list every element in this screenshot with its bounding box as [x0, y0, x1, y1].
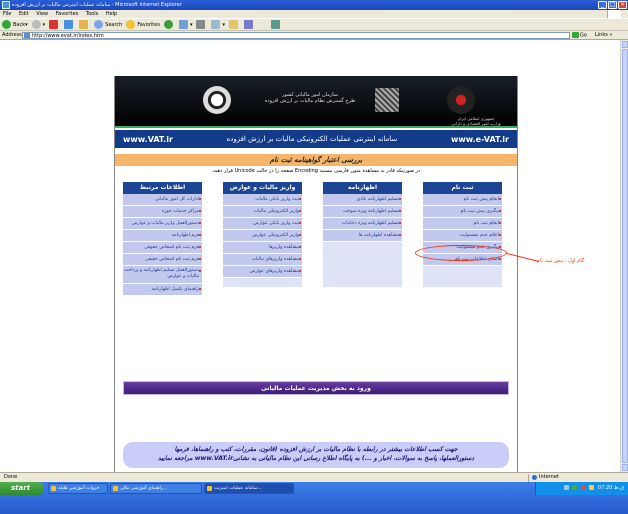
payment-column — [223, 182, 302, 287]
messenger-icon — [244, 20, 253, 29]
link-view-duty-payments[interactable]: مشاهده واریزهای عوارض — [223, 266, 302, 278]
close-button[interactable]: × — [619, 1, 626, 8]
home-button[interactable] — [79, 20, 90, 29]
web-page — [114, 76, 518, 512]
link-normal-declaration[interactable]: تسلیم اظهارنامه عادی — [323, 194, 402, 206]
declaration-heading: اظهارنامه — [323, 182, 402, 194]
link-view-declarations[interactable]: مشاهده اظهارنامه ها — [323, 230, 402, 242]
info-box — [123, 442, 509, 468]
menu-file[interactable]: File — [3, 11, 12, 17]
address-input[interactable] — [22, 32, 570, 39]
task-item-2[interactable]: راهنمای آموزشی مالی... — [110, 483, 202, 494]
link-electronic-duty-payment[interactable]: واریز الکترونیکی عوارض — [223, 230, 302, 242]
mail-icon — [179, 20, 188, 29]
refresh-icon — [64, 20, 73, 29]
favorites-label: Favorites — [137, 21, 160, 28]
taskbar — [0, 482, 628, 514]
vertical-scrollbar[interactable] — [620, 40, 628, 472]
link-view-payments[interactable]: مشاهده واریزها — [223, 242, 302, 254]
link-natural-registration-form[interactable]: فرم ثبت نام اشخاص حقیقی — [123, 254, 202, 266]
edit-button[interactable]: ▾ — [211, 20, 225, 29]
header-right-line2: وزارت امور اقتصادی و دارایی — [451, 121, 501, 126]
registration-column — [423, 182, 502, 287]
toolbar — [0, 18, 628, 31]
status-text: Done — [4, 474, 18, 480]
link-track-non-inclusion[interactable]: پیگیری عدم مشمولیت — [423, 242, 502, 254]
iran-emblem-icon — [447, 86, 475, 114]
menu-favorites[interactable]: Favorites — [55, 11, 79, 17]
start-label: start — [11, 484, 31, 492]
minimize-button[interactable]: _ — [598, 1, 607, 9]
site-header — [115, 76, 517, 128]
security-zone — [528, 474, 628, 482]
star-icon — [126, 20, 135, 29]
vat-site-link[interactable]: www.VAT.ir — [123, 134, 173, 144]
address-bar — [0, 31, 628, 40]
links-heading: اطلاعات مرتبط — [123, 182, 202, 194]
favorites-button[interactable] — [126, 20, 160, 29]
tax-org-logo-icon — [203, 86, 231, 114]
forward-button[interactable]: ▾ — [32, 20, 46, 29]
home-icon — [79, 20, 88, 29]
ornament-icon — [375, 88, 399, 112]
history-button[interactable] — [164, 20, 175, 29]
scroll-thumb[interactable] — [622, 49, 628, 463]
go-button[interactable] — [572, 32, 587, 39]
window-title: سامانه عملیات اینترنتی مالیات بر ارزش افزوده - Microsoft Internet Explorer — [12, 2, 182, 8]
registration-heading: ثبت نام — [423, 182, 502, 194]
vat-slogan: سامانه اینترنتی عملیات الکترونیکی مالیات بر ارزش افزوده — [226, 135, 398, 143]
link-declaration-instructions[interactable]: دستورالعمل تسلیم اظهارنامه و پرداخت مالیات و عوارض — [123, 266, 202, 284]
evat-site-link[interactable]: www.e-VAT.ir — [450, 134, 509, 144]
payment-heading: واریز مالیات و عوارض — [223, 182, 302, 194]
maximize-button[interactable]: □ — [609, 1, 616, 8]
back-button[interactable]: Back ▾ — [2, 20, 28, 29]
task-item-1[interactable]: جزوات آموزشی هلیله — [48, 483, 108, 494]
encoding-notice: در صورتیکه قادر به مشاهده متون فارسی نیستید Encoding صفحه را در حالت Unicode قرار دهید. — [211, 168, 421, 174]
system-tray — [535, 482, 628, 495]
print-icon — [196, 20, 205, 29]
declaration-column — [323, 182, 402, 287]
mail-button[interactable]: ▾ — [179, 20, 193, 29]
address-label: Address — [2, 32, 22, 38]
stop-icon — [49, 20, 58, 29]
tray-app-icon[interactable] — [572, 485, 577, 490]
tray-volume-icon[interactable] — [589, 485, 594, 490]
admin-login-bar[interactable]: ورود به بخش مدیریت عملیات مالیاتی — [123, 381, 509, 395]
menu-bar — [0, 10, 628, 18]
link-tobacco-declaration[interactable]: تسلیم اظهارنامه ویژه دخانیات — [323, 218, 402, 230]
link-tax-offices[interactable]: ادارات کل امور مالیاتی — [123, 194, 202, 206]
status-bar — [0, 472, 628, 482]
link-declaration-guide[interactable]: راهنمای تکمیل اظهارنامه — [123, 284, 202, 296]
link-pre-registration[interactable]: انجام پیش ثبت نام — [423, 194, 502, 206]
header-org-line2: طرح گسترش نظام مالیات بر ارزش افزوده — [264, 98, 356, 104]
scroll-up-icon[interactable] — [622, 41, 628, 48]
info-line1: جهت کسب اطلاعات بیشتر در رابطه با نظام مالیات بر ارزش افزوده (قانون، مقررات، کتب و راهنماها، فرمها — [174, 446, 458, 453]
menu-view[interactable]: View — [36, 11, 49, 17]
search-label: Search — [105, 21, 123, 28]
messenger-button[interactable] — [244, 20, 255, 29]
header-org-line1: سازمان امور مالیاتی کشور — [282, 92, 338, 98]
page-title: بررسی اعتبار گواهینامه ثبت نام — [115, 154, 517, 166]
links-column — [123, 182, 202, 292]
page-icon — [24, 33, 30, 38]
ie-icon — [2, 1, 10, 9]
header-ministry-text — [440, 116, 512, 126]
link-track-pre-registration[interactable]: پیگیری پیش ثبت نام — [423, 206, 502, 218]
menu-tools[interactable]: Tools — [85, 11, 99, 17]
link-registration[interactable]: انجام ثبت نام — [423, 218, 502, 230]
browser-viewport — [0, 40, 620, 472]
tool-icon — [271, 20, 280, 29]
link-non-inclusion[interactable]: اعلام عدم مشمولیت — [423, 230, 502, 242]
search-button[interactable] — [94, 20, 122, 29]
windows-logo-icon — [607, 10, 621, 18]
task-item-3[interactable]: سامانه عملیات اینترنت... — [204, 483, 294, 494]
link-electronic-tax-payment[interactable]: واریز الکترونیکی مالیات — [223, 206, 302, 218]
folder-icon — [229, 20, 238, 29]
tray-clock: 07:20 ق.ظ — [597, 485, 624, 491]
start-button[interactable] — [0, 482, 44, 495]
zone-label: Internet — [539, 474, 559, 480]
back-label: Back — [13, 21, 26, 28]
window-titlebar[interactable] — [0, 0, 628, 10]
links-button[interactable]: Links » — [595, 32, 613, 38]
link-edit-registration[interactable]: اصلاح اطلاعات ثبت نام — [423, 254, 502, 266]
forward-arrow-icon — [32, 20, 41, 29]
link-service-centers[interactable]: مراکز خدمات حوزه — [123, 206, 202, 218]
header-right-line1: جمهوری اسلامی ایران — [457, 116, 495, 121]
menu-edit[interactable]: Edit — [18, 11, 29, 17]
back-arrow-icon — [2, 20, 11, 29]
link-bank-tax-payment[interactable]: ثبت واریز بانکی مالیات — [223, 194, 302, 206]
discuss-button[interactable] — [229, 20, 240, 29]
search-icon — [94, 20, 103, 29]
tray-network-icon[interactable] — [564, 485, 569, 490]
annotation-circle — [415, 245, 507, 261]
tray-security-icon[interactable] — [581, 485, 586, 490]
links-label: Links — [595, 32, 608, 38]
edit-icon — [211, 20, 220, 29]
link-bank-duty-payment[interactable]: ثبت واریز بانکی عوارض — [223, 218, 302, 230]
stop-button[interactable] — [49, 20, 60, 29]
go-label: Go — [580, 32, 587, 39]
scroll-down-icon[interactable] — [622, 464, 628, 471]
print-button[interactable] — [196, 20, 207, 29]
menu-help[interactable]: Help — [105, 11, 118, 17]
refresh-button[interactable] — [64, 20, 75, 29]
link-fuel-declaration[interactable]: تسلیم اظهارنامه ویژه سوخت — [323, 206, 402, 218]
link-payment-instructions[interactable]: دستورالعمل واریز مالیات و عوارض — [123, 218, 202, 230]
go-arrow-icon — [572, 32, 579, 38]
info-line2: دستورالعملها، پاسخ به سوالات، اخبار و ...) به پایگاه اطلاع رسانی این نظام مالیاتی به نشانیwww.VAT.ir مراجعه نمایید — [157, 455, 475, 462]
link-declaration-form[interactable]: فرم اظهارنامه — [123, 230, 202, 242]
address-url: http://www.evat.ir/index.htm — [32, 33, 104, 39]
link-legal-registration-form[interactable]: فرم ثبت نام اشخاص حقوقی — [123, 242, 202, 254]
vat-banner — [115, 130, 517, 148]
history-icon — [164, 20, 173, 29]
link-view-tax-payments[interactable]: مشاهده واریزهای مالیات — [223, 254, 302, 266]
header-org-text — [250, 92, 370, 104]
annotation-label: گام اول : پیش ثبت نام — [537, 258, 585, 264]
extra-button[interactable] — [271, 20, 282, 29]
